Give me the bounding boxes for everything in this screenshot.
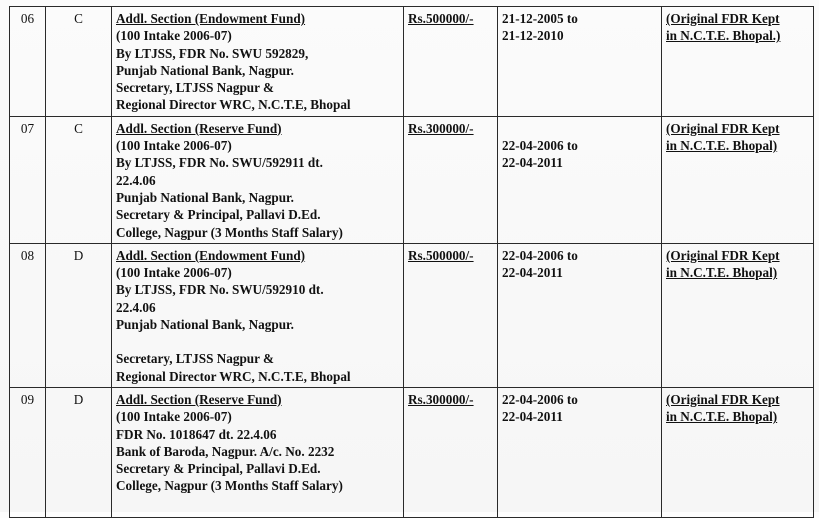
period-cell xyxy=(498,116,662,243)
description-line: Secretary & Principal, Pallavi D.Ed. xyxy=(116,461,321,477)
category-cell: D xyxy=(46,243,112,387)
description-line: By LTJSS, FDR No. SWU/592910 dt. xyxy=(116,282,324,298)
description-line: By LTJSS, FDR No. SWU 592829, xyxy=(116,45,309,61)
description-line: (100 Intake 2006-07) xyxy=(116,265,232,281)
period-cell xyxy=(498,243,662,387)
description-line: Punjab National Bank, Nagpur. xyxy=(116,189,294,205)
remarks-line: (Original FDR Kept xyxy=(666,247,780,263)
section-heading: Addl. Section (Reserve Fund) xyxy=(116,120,282,136)
remarks-line: (Original FDR Kept xyxy=(666,120,780,136)
period-to: 22-04-2011 xyxy=(502,409,563,425)
description-line: Secretary, LTJSS Nagpur & xyxy=(116,80,275,96)
description-line: (100 Intake 2006-07) xyxy=(116,28,232,44)
section-heading: Addl. Section (Endowment Fund) xyxy=(116,247,306,263)
serial-number: 09 xyxy=(10,387,46,517)
period-to: 21-12-2010 xyxy=(502,28,564,44)
spacer xyxy=(502,120,657,137)
remarks-line: in N.C.T.E. Bhopal.) xyxy=(666,28,781,44)
description-line: Regional Director WRC, N.C.T.E, Bhopal xyxy=(116,97,351,113)
remarks-cell xyxy=(662,243,814,387)
remarks-line: in N.C.T.E. Bhopal) xyxy=(666,138,778,154)
description-line: (100 Intake 2006-07) xyxy=(116,409,232,425)
table-row xyxy=(10,7,814,117)
serial-number: 08 xyxy=(10,243,46,387)
description-line: FDR No. 1018647 dt. 22.4.06 xyxy=(116,426,277,442)
serial-number: 06 xyxy=(10,7,46,117)
description-line: Bank of Baroda, Nagpur. A/c. No. 2232 xyxy=(116,443,335,459)
description-line: Punjab National Bank, Nagpur. xyxy=(116,317,294,333)
category-cell: C xyxy=(46,116,112,243)
remarks-cell xyxy=(662,7,814,117)
serial-number: 07 xyxy=(10,116,46,243)
description-line: Regional Director WRC, N.C.T.E, Bhopal xyxy=(116,368,351,384)
remarks-line: in N.C.T.E. Bhopal) xyxy=(666,409,778,425)
description-cell xyxy=(112,243,404,387)
remarks-cell xyxy=(662,116,814,243)
amount-cell: Rs.500000/- xyxy=(404,7,498,117)
description-line: Punjab National Bank, Nagpur. xyxy=(116,62,294,78)
period-from: 22-04-2006 to xyxy=(502,391,578,407)
period-to: 22-04-2011 xyxy=(502,265,563,281)
spacer xyxy=(116,333,399,350)
amount-cell: Rs.500000/- xyxy=(404,243,498,387)
period-from: 22-04-2006 to xyxy=(502,137,578,153)
description-cell xyxy=(112,387,404,517)
description-line: (100 Intake 2006-07) xyxy=(116,138,232,154)
fdr-table xyxy=(9,6,814,518)
table-row xyxy=(10,116,814,243)
table-row xyxy=(10,387,814,517)
description-line: College, Nagpur (3 Months Staff Salary) xyxy=(116,478,343,494)
description-line: 22.4.06 xyxy=(116,172,156,188)
description-line: 22.4.06 xyxy=(116,299,156,315)
section-heading: Addl. Section (Endowment Fund) xyxy=(116,11,306,26)
remarks-cell xyxy=(662,387,814,517)
category-cell: C xyxy=(46,7,112,117)
description-line: Secretary & Principal, Pallavi D.Ed. xyxy=(116,207,321,223)
description-line: College, Nagpur (3 Months Staff Salary) xyxy=(116,224,343,240)
amount-cell: Rs.300000/- xyxy=(404,387,498,517)
period-cell xyxy=(498,387,662,517)
remarks-line: in N.C.T.E. Bhopal) xyxy=(666,265,778,281)
period-cell xyxy=(498,7,662,117)
description-line: Secretary, LTJSS Nagpur & xyxy=(116,351,275,367)
remarks-line: (Original FDR Kept xyxy=(666,391,780,407)
category-cell: D xyxy=(46,387,112,517)
table-row xyxy=(10,243,814,387)
remarks-line: (Original FDR Kept xyxy=(666,11,780,26)
period-from: 21-12-2005 to xyxy=(502,11,578,26)
period-from: 22-04-2006 to xyxy=(502,247,578,263)
description-line: By LTJSS, FDR No. SWU/592911 dt. xyxy=(116,155,323,171)
section-heading: Addl. Section (Reserve Fund) xyxy=(116,391,282,407)
description-cell xyxy=(112,116,404,243)
period-to: 22-04-2011 xyxy=(502,155,563,171)
amount-cell: Rs.300000/- xyxy=(404,116,498,243)
description-cell xyxy=(112,7,404,117)
